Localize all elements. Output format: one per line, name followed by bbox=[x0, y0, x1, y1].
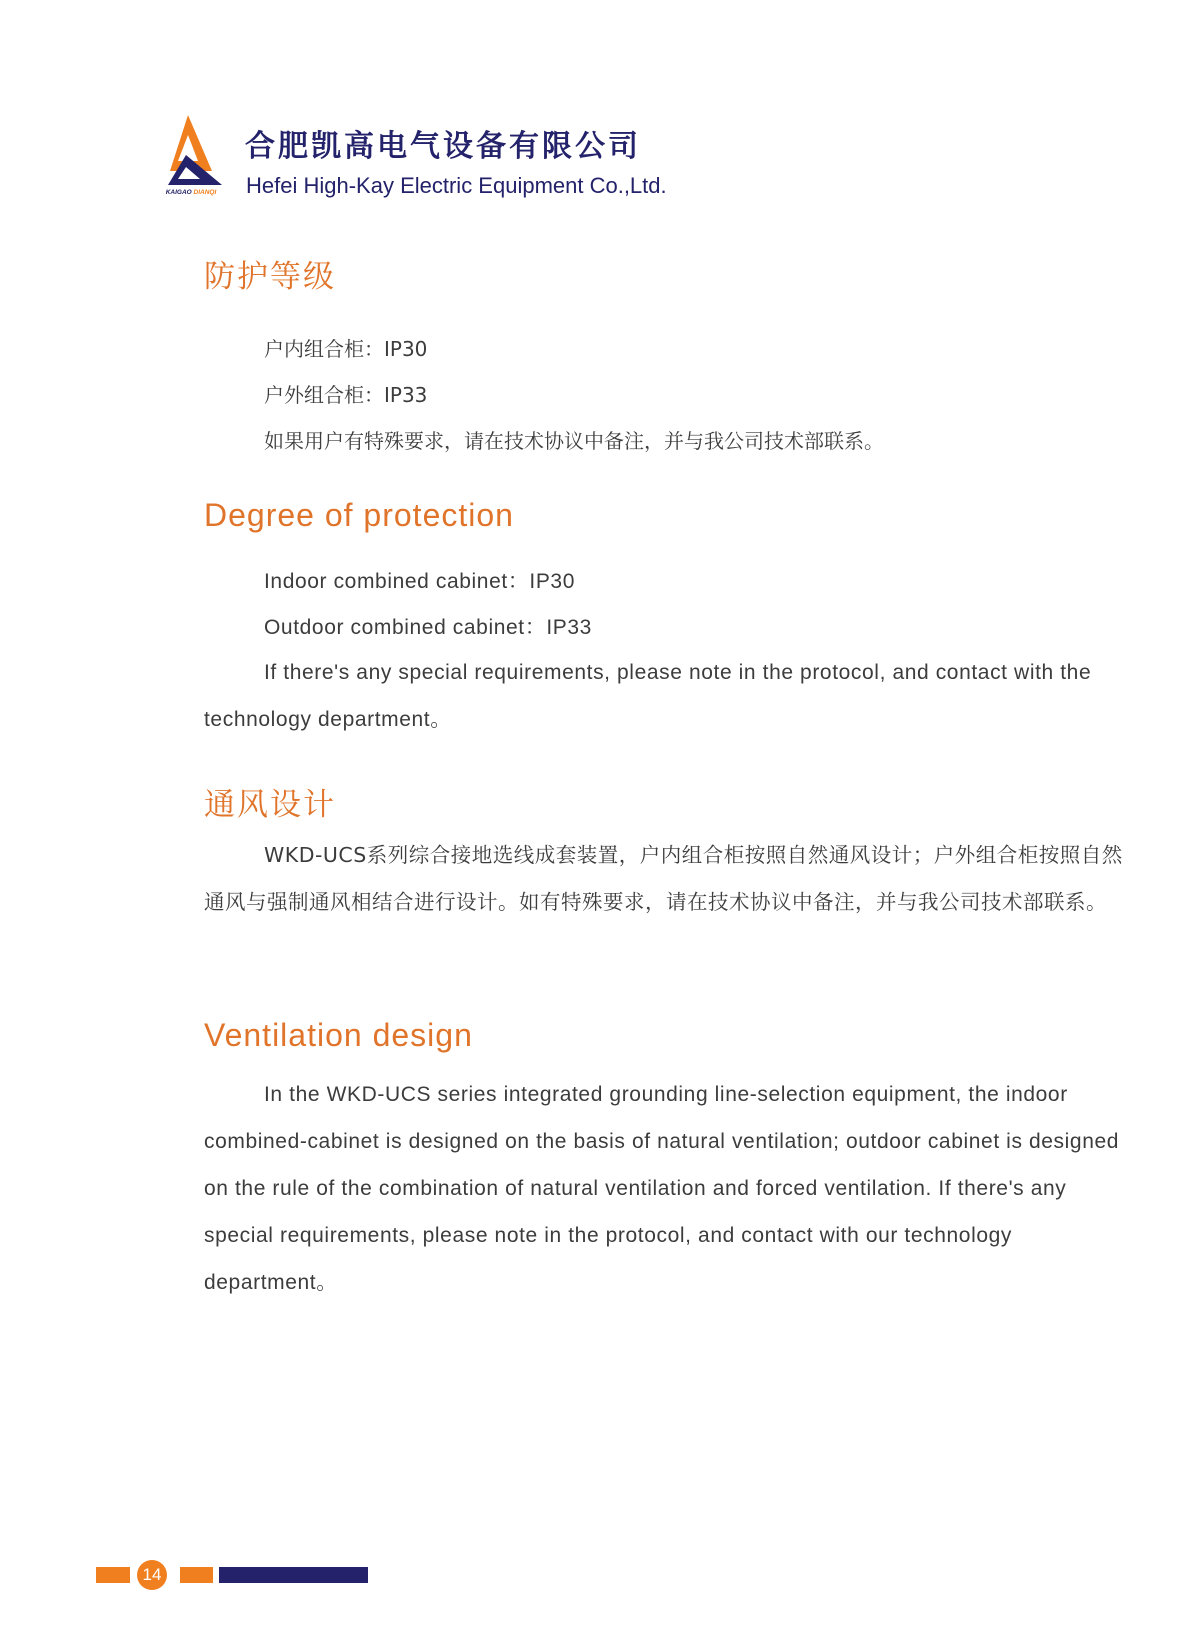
company-logo bbox=[160, 115, 222, 197]
protection-en-paragraph: If there's any special requirements, please note in the protocol, and contact with the technology department。 bbox=[204, 661, 1092, 731]
protection-cn-line-outdoor: 户外组合柜：IP33 bbox=[264, 383, 428, 407]
ventilation-en-paragraph: In the WKD-UCS series integrated grounding line-selection equipment, the indoor combined-cabinet is designed on the basis of natural ventilation; outdoor cabinet is designed on the rule of the combination of natural ventilation and forced ventilation. If there's any special requirements, please note in the protocol, and contact with our technology department。 bbox=[204, 1083, 1120, 1294]
section-heading-protection-cn: 防护等级 bbox=[204, 259, 336, 295]
company-name-en: Hefei High-Kay Electric Equipment Co.,Ltd. bbox=[246, 173, 667, 198]
company-name-cn: 合肥凯高电气设备有限公司 bbox=[245, 129, 641, 164]
section-heading-ventilation-cn: 通风设计 bbox=[204, 787, 336, 823]
logo-lettering: KAIGAO DIANQI bbox=[165, 189, 217, 196]
section-heading-protection-en: Degree of protection bbox=[204, 497, 514, 533]
section-heading-ventilation-en: Ventilation design bbox=[204, 1017, 473, 1053]
footer-bar-orange-left bbox=[96, 1567, 130, 1583]
protection-cn-line-note: 如果用户有特殊要求，请在技术协议中备注，并与我公司技术部联系。 bbox=[264, 429, 884, 453]
protection-cn-line-indoor: 户内组合柜：IP30 bbox=[264, 337, 428, 361]
protection-en-line-outdoor: Outdoor combined cabinet：IP33 bbox=[264, 616, 592, 639]
footer-bar-orange-right bbox=[180, 1567, 213, 1583]
page-number: 14 bbox=[137, 1560, 167, 1590]
footer-bar-navy bbox=[219, 1567, 368, 1583]
protection-en-line-indoor: Indoor combined cabinet：IP30 bbox=[264, 570, 575, 593]
ventilation-cn-paragraph: WKD-UCS系列综合接地选线成套装置，户内组合柜按照自然通风设计；户外组合柜按照自然通风与强制通风相结合进行设计。如有特殊要求，请在技术协议中备注，并与我公司技术部联系。 bbox=[204, 843, 1123, 914]
